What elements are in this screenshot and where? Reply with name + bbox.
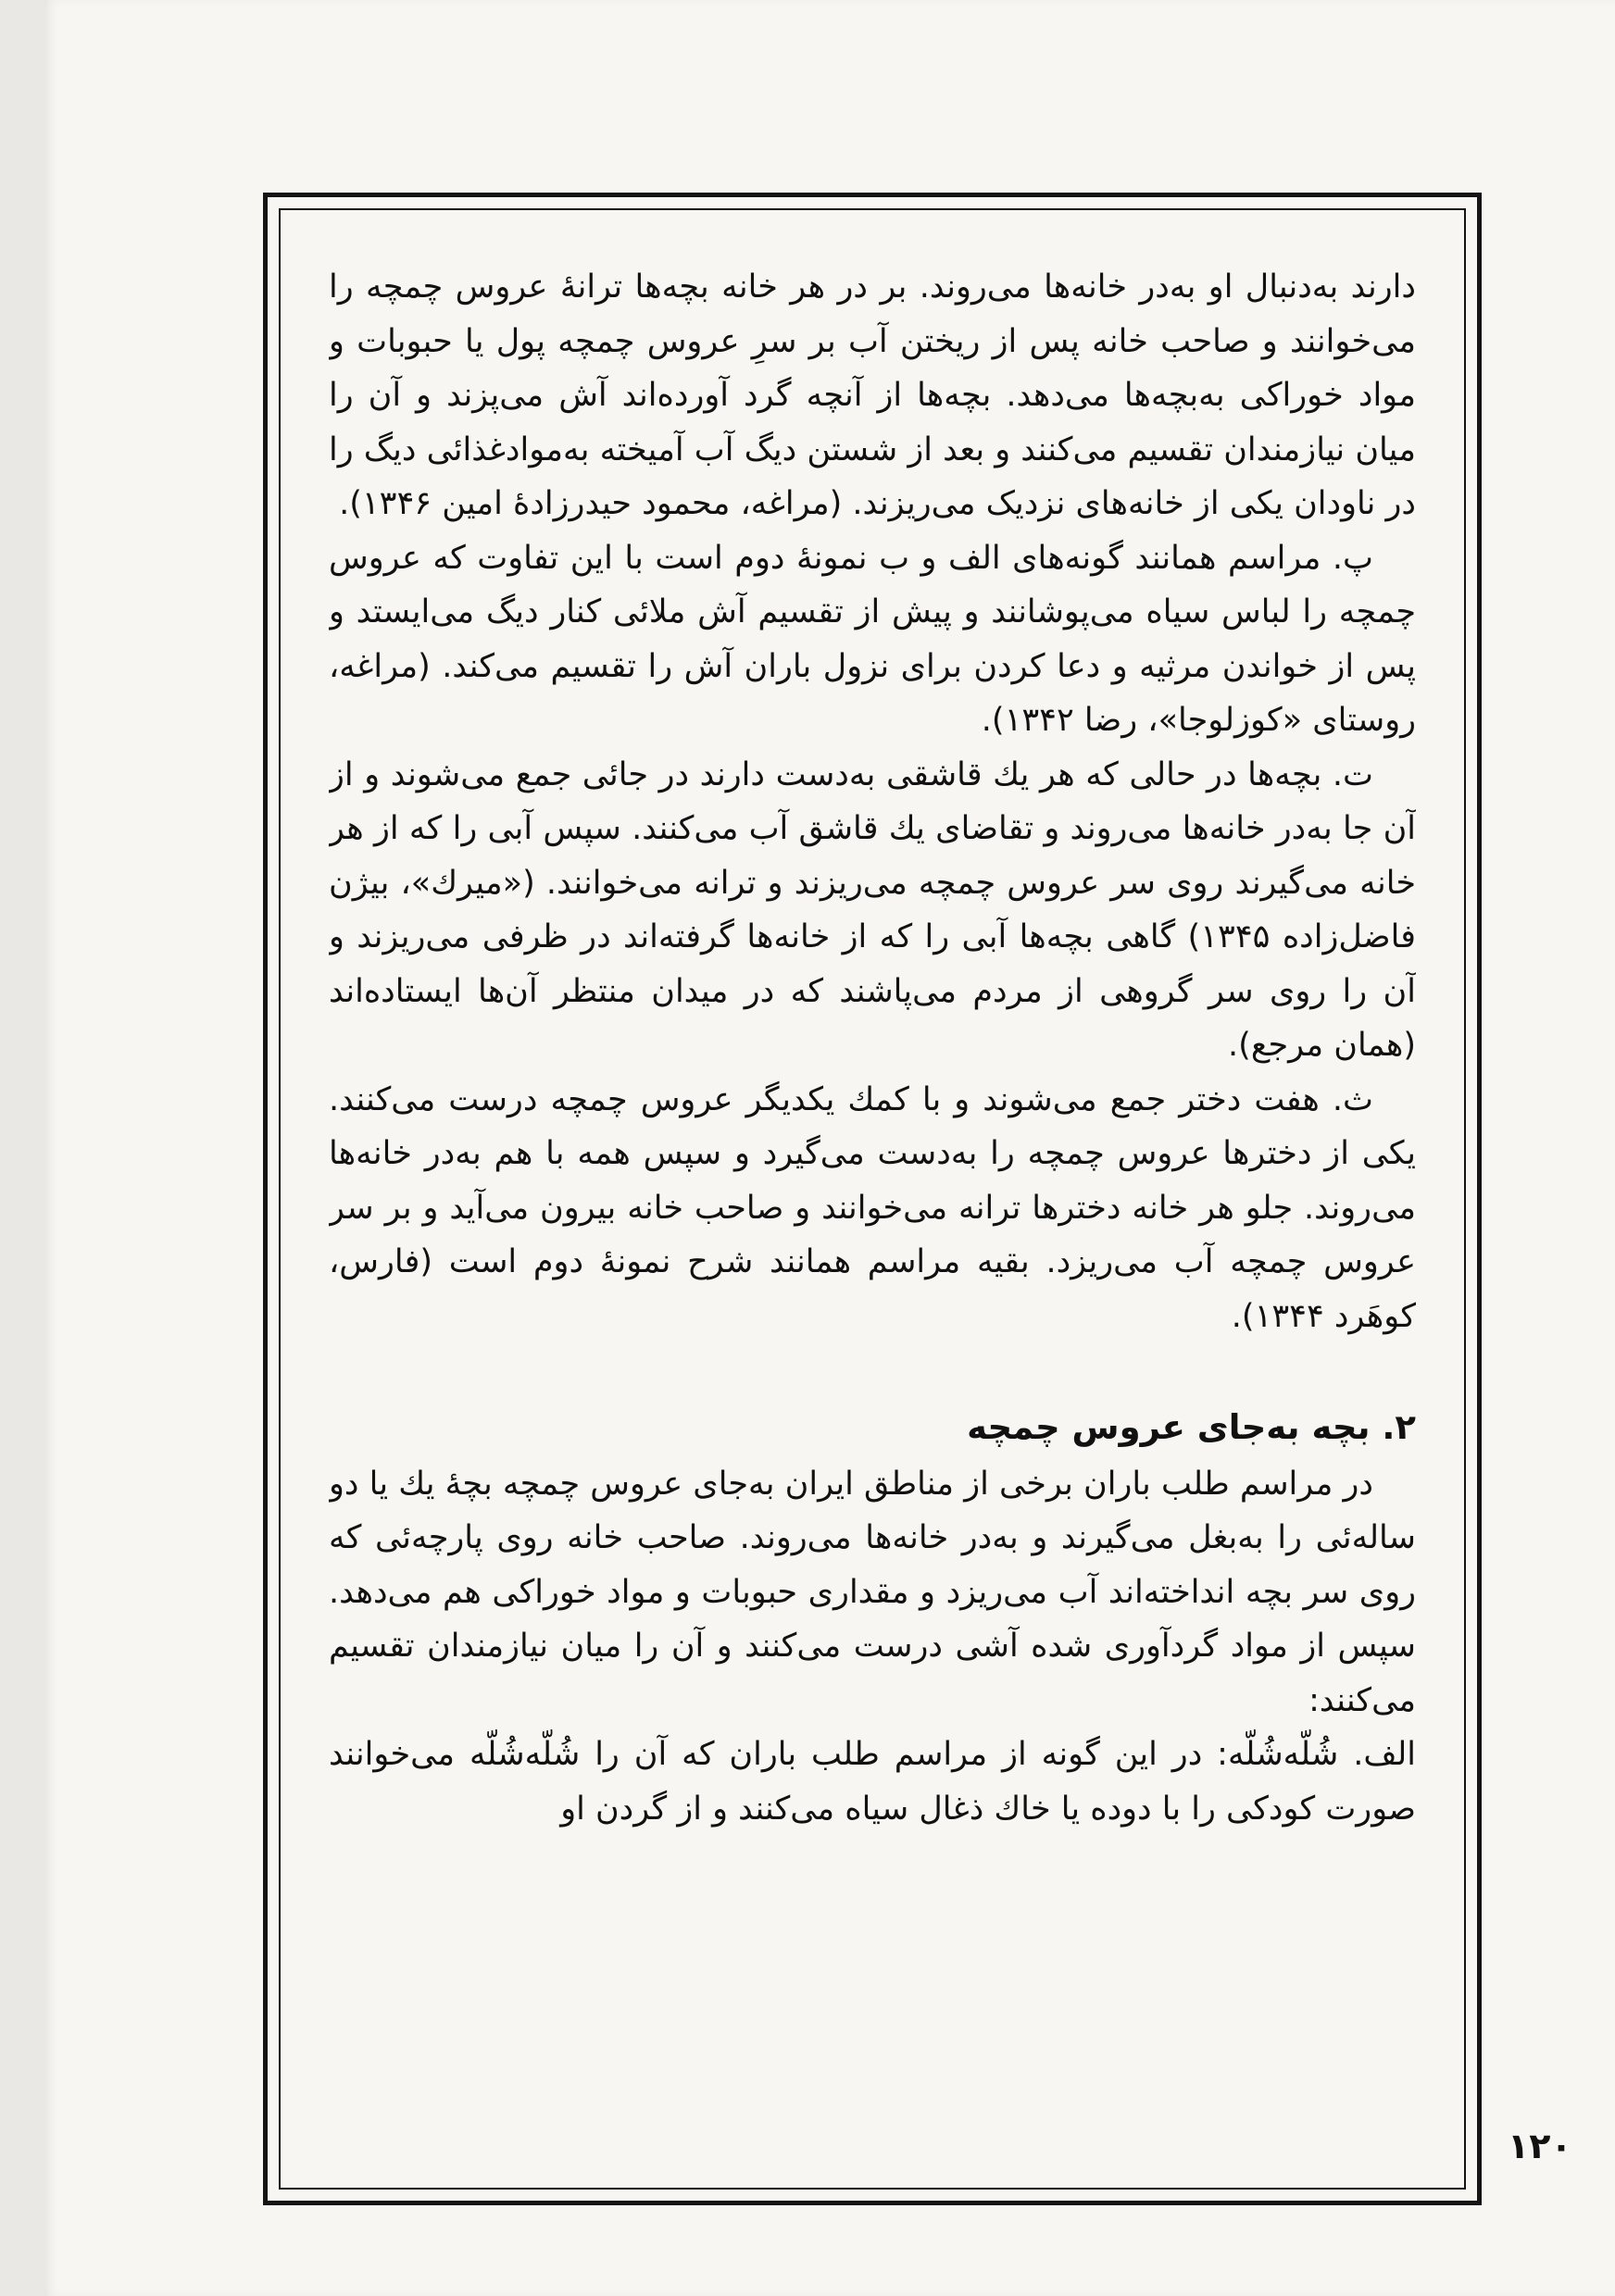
body-text [329, 260, 1416, 2132]
paragraph-item-se: ث. هفت دختر جمع می‌شوند و با کمك یکدیگر عروس چمچه درست می‌کنند. یکی از دخترها عروس چمچه را به‌دست می‌گیرد و سپس همه با هم به‌در خانه‌ها می‌روند. جلو هر خانه دخترها ترانه می‌خوانند و صاحب خانه بیرون می‌آید و بر سر عروس چمچه آب می‌ریزد. بقیه مراسم همانند شرح نمونهٔ دوم است (فارس، کوهَرد ۱۳۴۴). [329, 1080, 1416, 1335]
paragraph-item-alef: الف. شُلّه‌شُلّه: در این گونه از مراسم طلب باران که آن را شُلّه‌شُلّه می‌خوانند صورت کودکی را با دوده یا خاك ذغال سیاه می‌کنند و از گردن او [329, 1736, 1416, 1828]
page-border-outer [263, 193, 1482, 2205]
section-heading: ۲. بچه به‌جای عروس چمچه [967, 1407, 1416, 1447]
book-page [44, 0, 1615, 2296]
section-intro-paragraph: در مراسم طلب باران برخی از مناطق ایران به‌جای عروس چمچه بچهٔ یك یا دو ساله‌ئی را به‌بغل می‌گیرند و به‌در خانه‌ها می‌روند. صاحب خانه روی پارچه‌ئی که روی سر بچه انداخته‌اند آب می‌ریزد و مقداری حبوبات و مواد خوراکی هم می‌دهد. سپس از مواد گردآوری شده آشی درست می‌کنند و آن را میان نیازمندان تقسیم می‌کنند: [329, 1465, 1416, 1719]
paragraph-item-pe: پ. مراسم همانند گونه‌های الف و ب نمونهٔ دوم است با این تفاوت که عروس چمچه را لباس سیاه می‌پوشانند و پیش از تقسیم آش ملائی کنار دیگ می‌ایستد و پس از خواندن مرثیه و دعا کردن برای نزول باران آش را تقسیم می‌کند. (مراغه، روستای «کوزلوجا»، رضا ۱۳۴۲). [329, 539, 1416, 739]
page-number: ۱۲۰ [1508, 2126, 1572, 2166]
page-border-inner [279, 208, 1466, 2190]
paragraph-item-te: ت. بچه‌ها در حالی که هر یك قاشقی به‌دست دارند در جائی جمع می‌شوند و از آن جا به‌در خانه‌ها می‌روند و تقاضای یك قاشق آب می‌کنند. سپس آبی را که از هر خانه می‌گیرند روی سر عروس چمچه می‌ریزند و ترانه می‌خوانند. («میرك»، بیژن فاضل‌زاده ۱۳۴۵) گاهی بچه‌ها آبی را که از خانه‌ها گرفته‌اند در ظرفی می‌ریزند و آن را روی سر گروهی از مردم می‌پاشند که در میدان منتظر آن‌ها ایستاده‌اند (همان مرجع). [329, 755, 1416, 1064]
paragraph-continuation: دارند به‌دنبال او به‌در خانه‌ها می‌روند. بر در هر خانه بچه‌ها ترانهٔ عروس چمچه را می‌خوانند و صاحب خانه پس از ریختن آب بر سرِ عروس چمچه پول یا حبوبات و مواد خوراکی به‌بچه‌ها می‌دهد. بچه‌ها از آنچه گرد آورده‌اند آش می‌پزند و آن را میان نیازمندان تقسیم می‌کنند و بعد از شستن دیگ آب آمیخته به‌موادغذائی دیگ را در ناودان یکی از خانه‌های نزدیک می‌ریزند. (مراغه، محمود حیدرزادهٔ امین ۱۳۴۶). [329, 268, 1416, 522]
